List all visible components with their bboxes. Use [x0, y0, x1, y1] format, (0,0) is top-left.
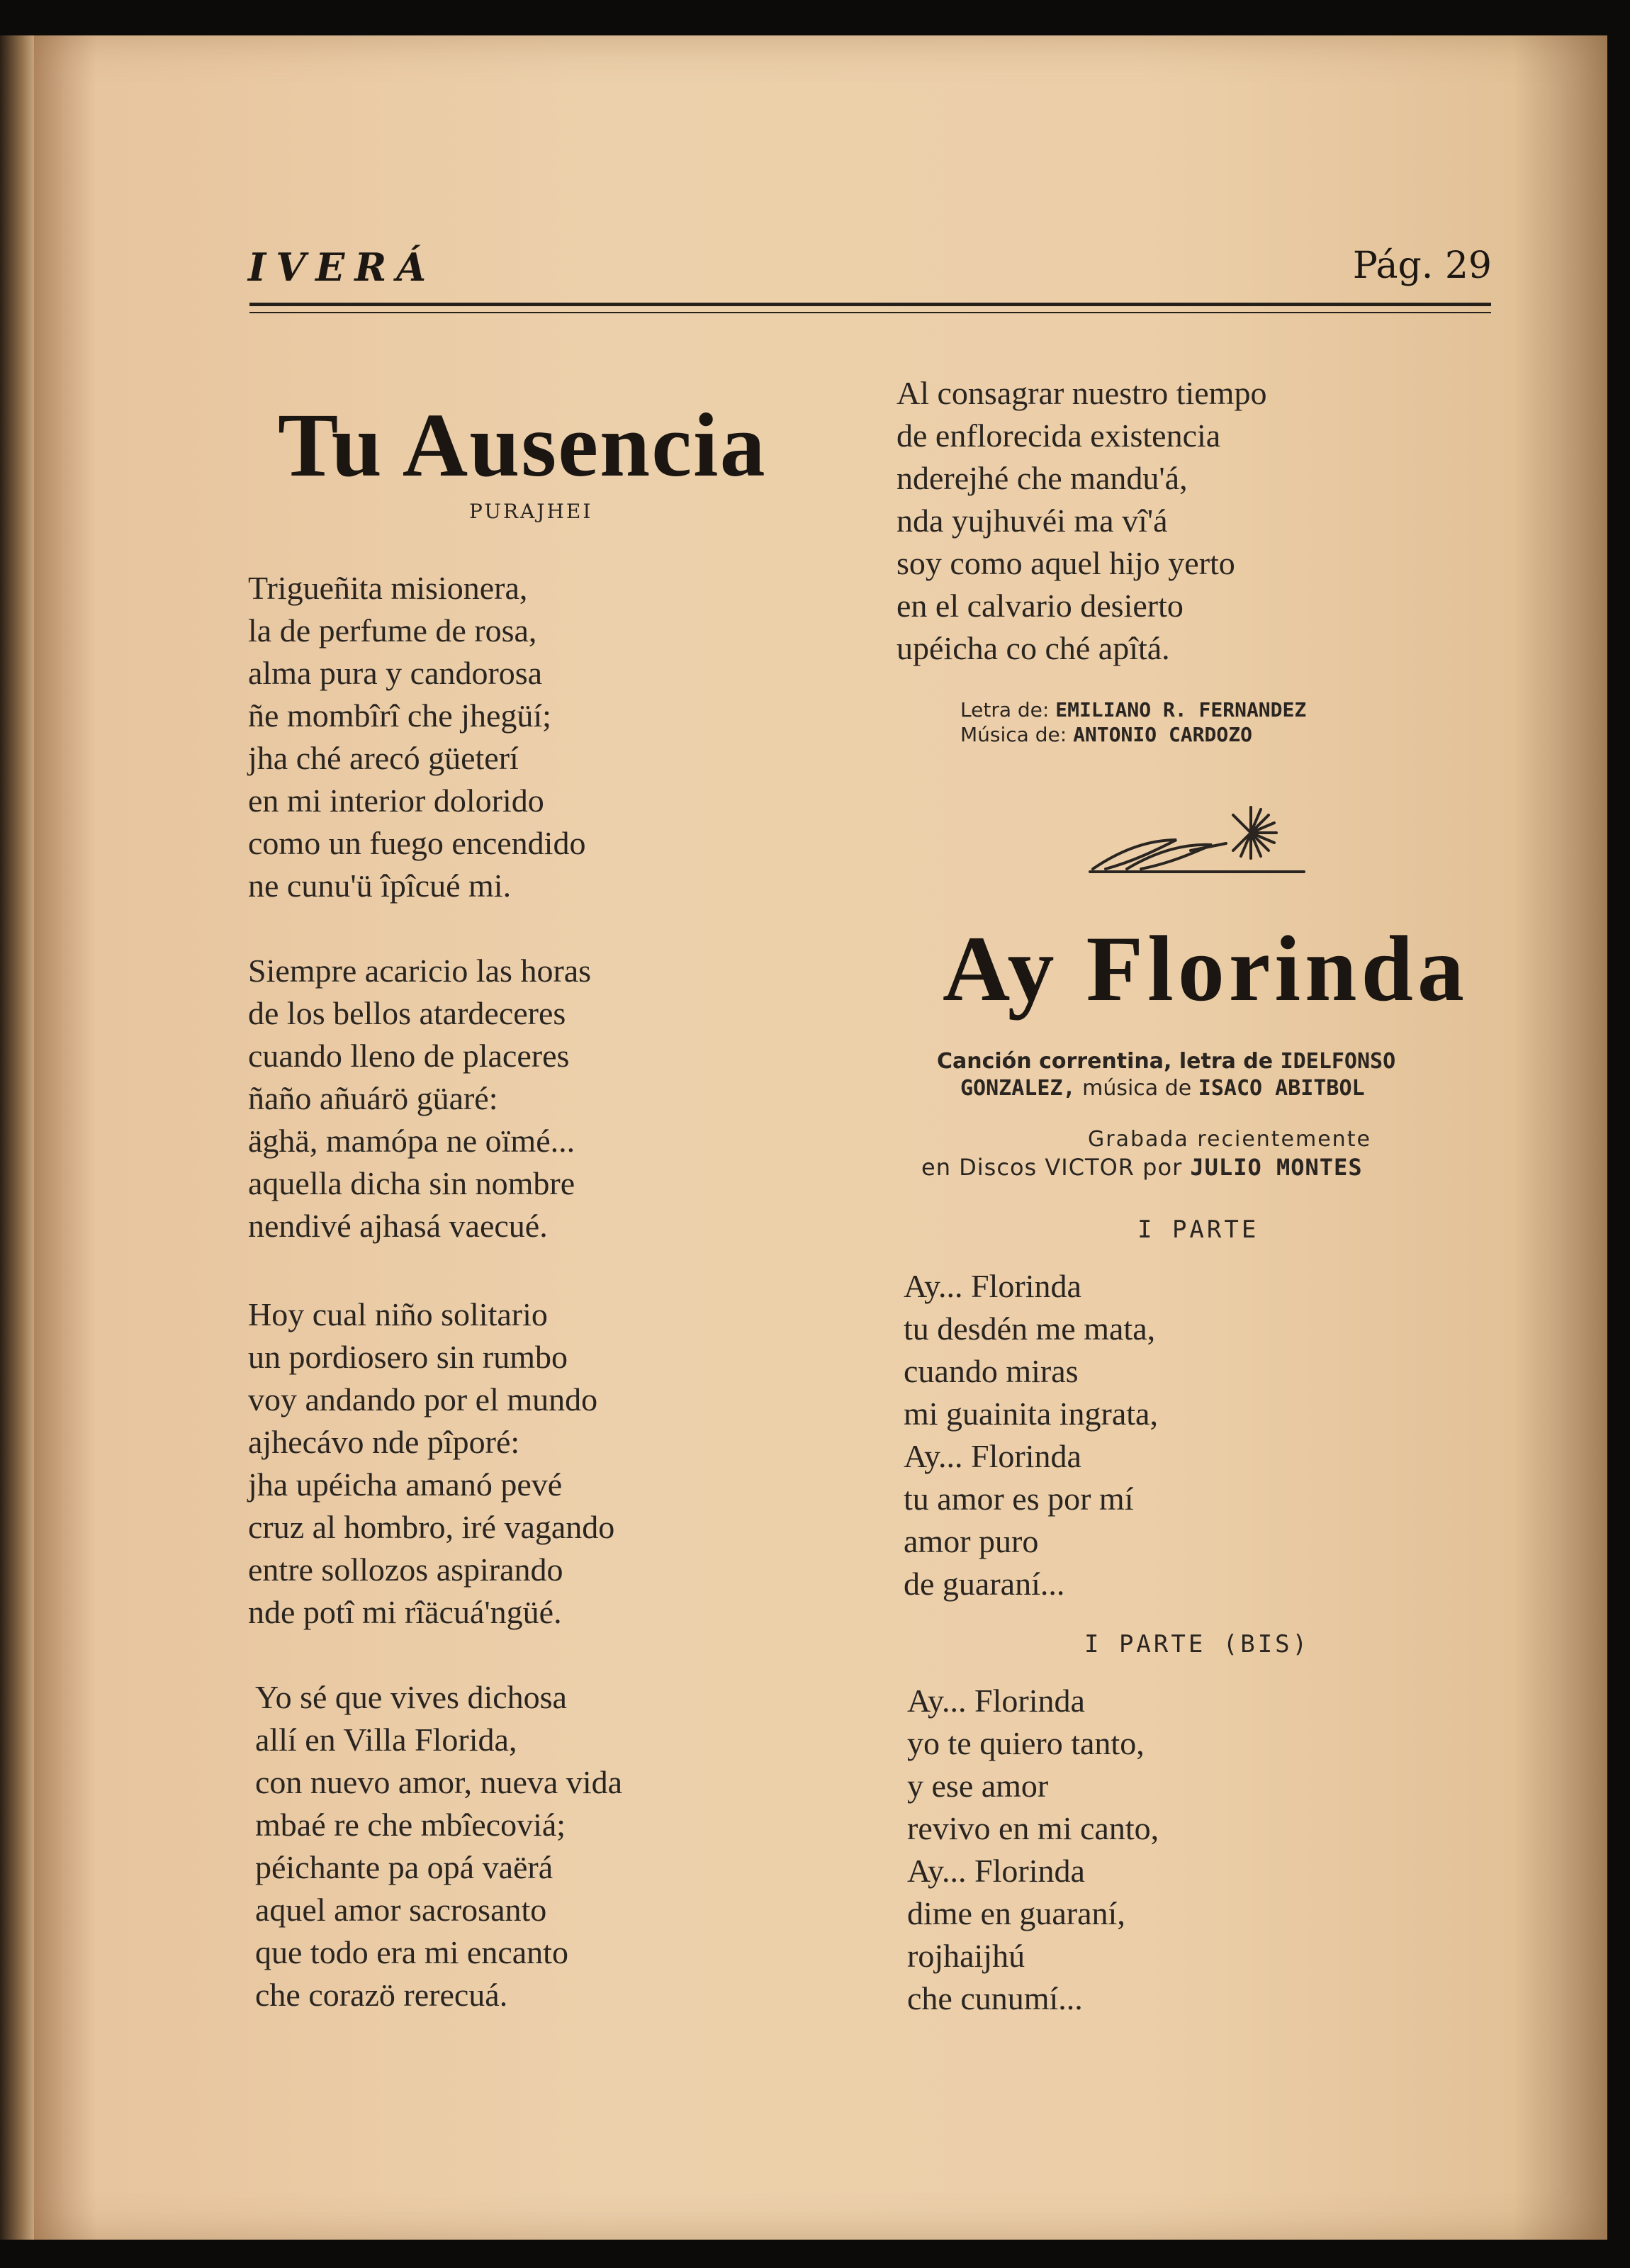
verse-line: la de perfume de rosa,	[248, 612, 537, 649]
verse-line: aquella dicha sin nombre	[248, 1165, 575, 1201]
verse-line: nda yujhuvéi ma vî'á	[896, 503, 1168, 539]
credit-letra-label: Letra de:	[960, 698, 1050, 722]
part-1-verses	[904, 1265, 1158, 1605]
recording-line-1: Grabada recientemente	[1088, 1127, 1371, 1152]
desc-text: música de	[1075, 1076, 1198, 1101]
verse-line: entre sollozos aspirando	[248, 1551, 563, 1588]
verse-line: en el calvario desierto	[896, 588, 1184, 624]
verse-line: voy andando por el mundo	[248, 1381, 598, 1418]
desc-text: Canción correntina, letra de	[937, 1049, 1281, 1074]
verse-line: Ay... Florinda	[907, 1683, 1085, 1719]
song-title-tu-ausencia: Tu Ausencia	[278, 395, 767, 495]
recording-text: en Discos VICTOR por	[921, 1154, 1191, 1181]
performer-name: JULIO MONTES	[1190, 1154, 1363, 1181]
stanza-3	[248, 1293, 614, 1634]
verse-line: tu amor es por mí	[904, 1481, 1134, 1517]
verse-line: upéicha co ché apîtá.	[896, 630, 1170, 666]
verse-line: revivo en mi canto,	[907, 1810, 1159, 1846]
verse-line: cuando lleno de placeres	[248, 1038, 570, 1074]
verse-line: nderejhé che mandu'á,	[896, 460, 1188, 496]
verse-line: Ay... Florinda	[907, 1853, 1085, 1889]
verse-line: nde potî mi rîäcuá'ngüé.	[248, 1594, 562, 1630]
verse-line: rojhaijhú	[907, 1938, 1025, 1974]
verse-line: yo te quiero tanto,	[907, 1725, 1145, 1761]
verse-line: jha upéicha amanó pevé	[248, 1466, 563, 1503]
verse-line: dime en guaraní,	[907, 1895, 1125, 1931]
stanza-2	[248, 950, 591, 1247]
composer-name: GONZALEZ,	[960, 1076, 1076, 1101]
verse-line: en mi interior dolorido	[248, 782, 544, 819]
verse-line: con nuevo amor, nueva vida	[255, 1764, 623, 1800]
verse-line: ajhecávo nde pîporé:	[248, 1424, 520, 1460]
verse-line: mi guainita ingrata,	[904, 1396, 1158, 1432]
composer-name: IDELFONSO	[1280, 1049, 1396, 1074]
verse-line: che corazö rerecuá.	[255, 1977, 508, 2013]
closing-stanza-tu-ausencia	[896, 372, 1266, 670]
credit-musica	[960, 723, 1252, 746]
verse-line: péichante pa opá vaërá	[255, 1849, 553, 1885]
verse-line: tu desdén me mata,	[904, 1310, 1156, 1347]
part-1-bis-verses	[907, 1680, 1159, 2020]
verse-line: de guaraní...	[904, 1566, 1065, 1602]
page-number: Pág. 29	[1352, 245, 1492, 287]
book-spine	[0, 35, 34, 2240]
composer-name: ISACO ABITBOL	[1198, 1076, 1365, 1101]
stanza-4	[255, 1676, 622, 2016]
verse-line: Siempre acaricio las horas	[248, 953, 592, 989]
verse-line: Hoy cual niño solitario	[248, 1296, 548, 1332]
credit-letra	[960, 698, 1306, 722]
verse-line: alma pura y candorosa	[248, 655, 543, 691]
header-rule-thick	[249, 303, 1491, 306]
verse-line: aquel amor sacrosanto	[255, 1892, 547, 1928]
section-heading-part-1: I PARTE	[1137, 1216, 1259, 1244]
verse-line: cuando miras	[904, 1353, 1079, 1389]
verse-line: mbaé re che mbîecoviá;	[255, 1807, 566, 1843]
verse-line: de enflorecida existencia	[896, 417, 1221, 454]
recording-line-2	[921, 1154, 1363, 1181]
verse-line: Yo sé que vives dichosa	[255, 1679, 567, 1715]
verse-line: que todo era mi encanto	[255, 1934, 568, 1970]
verse-line: ne cunu'ü îpîcué mi.	[248, 868, 512, 904]
verse-line: un pordiosero sin rumbo	[248, 1339, 568, 1375]
header-rule-thin	[249, 312, 1491, 313]
verse-line: ñaño añuárö güaré:	[248, 1080, 498, 1116]
verse-line: amor puro	[904, 1523, 1039, 1559]
verse-line: Ay... Florinda	[904, 1268, 1081, 1304]
floral-ornament-icon	[1084, 801, 1311, 879]
verse-line: de los bellos atardeceres	[248, 995, 566, 1031]
verse-line: allí en Villa Florida,	[255, 1722, 517, 1758]
verse-line: che cunumí...	[907, 1980, 1083, 2016]
verse-line: y ese amor	[907, 1768, 1049, 1804]
verse-line: cruz al hombro, iré vagando	[248, 1509, 615, 1545]
verse-line: Trigueñita misionera,	[248, 570, 528, 606]
song-subtitle-purajhei: PURAJHEI	[469, 500, 593, 523]
verse-line: ñe mombîrî che jhegüí;	[248, 697, 551, 734]
verse-line: Al consagrar nuestro tiempo	[896, 375, 1267, 411]
song-title-ay-florinda: Ay Florinda	[943, 916, 1468, 1021]
verse-line: äghä, mamópa ne oïmé...	[248, 1123, 575, 1159]
song-description-line-2	[960, 1076, 1365, 1101]
section-heading-part-1-bis: I PARTE (BIS)	[1084, 1630, 1310, 1658]
credit-musica-name: ANTONIO CARDOZO	[1073, 723, 1252, 746]
verse-line: como un fuego encendido	[248, 825, 586, 861]
verse-line: nendivé ajhasá vaecué.	[248, 1208, 548, 1244]
verse-line: Ay... Florinda	[904, 1438, 1081, 1474]
magazine-name: IVERÁ	[248, 245, 437, 290]
credit-letra-name: EMILIANO R. FERNANDEZ	[1055, 698, 1307, 722]
stanza-1	[248, 567, 585, 907]
song-description-line-1	[937, 1049, 1395, 1074]
verse-line: jha ché arecó güeterí	[248, 740, 519, 776]
credit-musica-label: Música de:	[960, 723, 1067, 746]
verse-line: soy como aquel hijo yerto	[896, 545, 1235, 581]
